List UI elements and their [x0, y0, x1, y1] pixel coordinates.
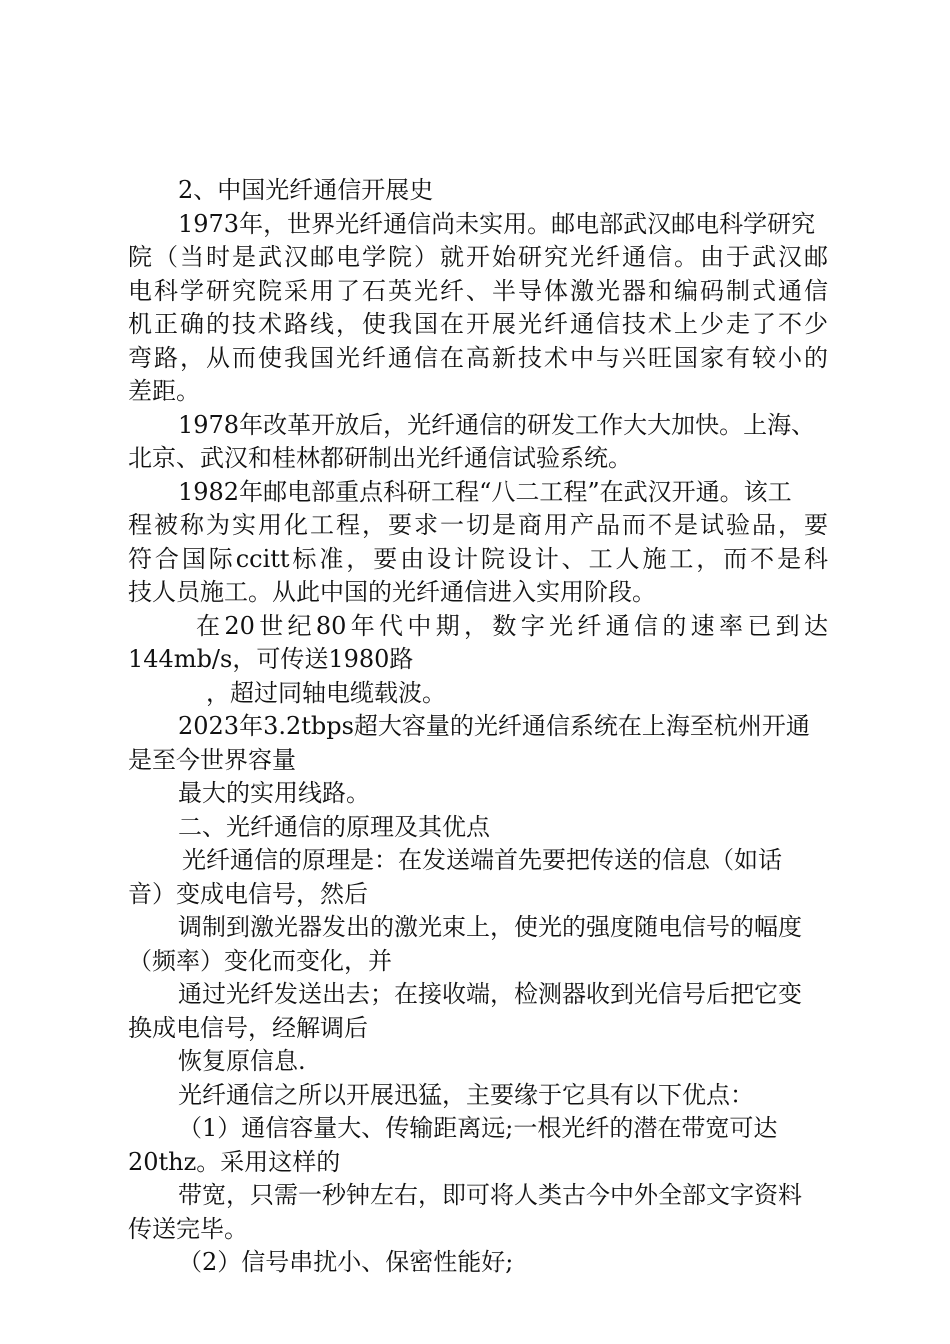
paragraph-line: 1982年邮电部重点科研工程“八二工程”在武汉开通。该工	[178, 478, 792, 506]
paragraph-line: 2023年3.2tbps超大容量的光纤通信系统在上海至杭州开通	[178, 712, 810, 740]
paragraph-line: ，超过同轴电缆载波。	[206, 679, 446, 707]
paragraph-line: 院（当时是武汉邮电学院）就开始研究光纤通信。由于武汉邮	[128, 243, 828, 271]
paragraph-line: 1978年改革开放后，光纤通信的研发工作大大加快。上海、	[178, 411, 816, 439]
paragraph-line: 是至今世界容量	[128, 746, 296, 774]
list-item: （1）通信容量大、传输距离远;一根光纤的潜在带宽可达	[178, 1114, 778, 1142]
paragraph-line: 1973年，世界光纤通信尚未实用。邮电部武汉邮电科学研究	[178, 210, 816, 238]
section-heading: 二、光纤通信的原理及其优点	[178, 813, 490, 841]
paragraph-line: 音）变成电信号，然后	[128, 880, 368, 908]
paragraph-line: 带宽，只需一秒钟左右，即可将人类古今中外全部文字资料	[178, 1181, 802, 1209]
paragraph-line: 144mb/s，可传送1980路	[128, 645, 414, 673]
paragraph-line: 恢复原信息.	[178, 1047, 306, 1075]
paragraph-line: （频率）变化而变化，并	[128, 947, 392, 975]
list-item: （2）信号串扰小、保密性能好;	[178, 1248, 514, 1276]
paragraph-line: 传送完毕。	[128, 1215, 248, 1243]
paragraph-line: 机正确的技术路线，使我国在开展光纤通信技术上少走了不少	[128, 310, 828, 338]
paragraph-line: 弯路，从而使我国光纤通信在高新技术中与兴旺国家有较小的	[128, 344, 828, 372]
paragraph-line: 差距。	[128, 377, 200, 405]
paragraph-line: 光纤通信的原理是：在发送端首先要把传送的信息（如话	[182, 846, 782, 874]
paragraph-line: 技人员施工。从此中国的光纤通信进入实用阶段。	[128, 578, 656, 606]
paragraph-line: 通过光纤发送出去；在接收端，检测器收到光信号后把它变	[178, 980, 802, 1008]
paragraph-line: 程被称为实用化工程，要求一切是商用产品而不是试验品，要	[128, 511, 828, 539]
paragraph-line: 调制到激光器发出的激光束上，使光的强度随电信号的幅度	[178, 913, 802, 941]
paragraph-line: 在20世纪80年代中期，数字光纤通信的速率已到达	[196, 612, 828, 640]
paragraph-line: 20thz。采用这样的	[128, 1148, 341, 1176]
section-heading: 2、中国光纤通信开展史	[178, 176, 434, 204]
paragraph-line: 换成电信号，经解调后	[128, 1014, 368, 1042]
paragraph-line: 电科学研究院采用了石英光纤、半导体激光器和编码制式通信	[128, 277, 828, 305]
paragraph-line: 符合国际ccitt标准，要由设计院设计、工人施工，而不是科	[128, 545, 828, 573]
paragraph-line: 最大的实用线路。	[178, 779, 370, 807]
paragraph-line: 北京、武汉和桂林都研制出光纤通信试验系统。	[128, 444, 632, 472]
paragraph-line: 光纤通信之所以开展迅猛，主要缘于它具有以下优点：	[178, 1081, 754, 1109]
